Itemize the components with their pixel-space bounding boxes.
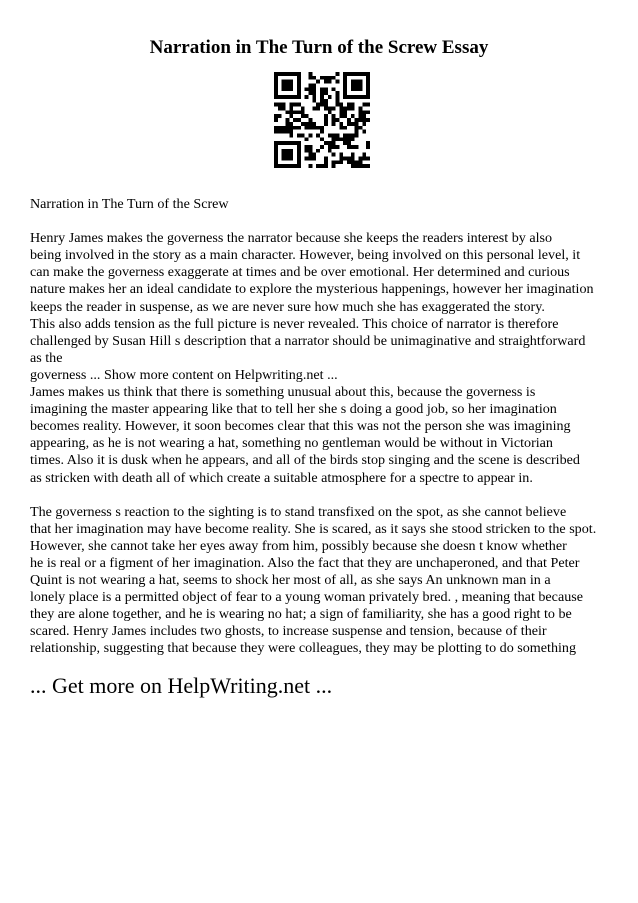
text-line: However, she cannot take her eyes away from him, possibly because she doesn t know whether xyxy=(30,537,567,554)
text-line: lonely place is a permitted object of fear to a young woman privately bred. , meaning that because xyxy=(30,589,583,606)
text-line: as stricken with death all of which create a suitable atmosphere for a spectre to appear in. xyxy=(30,469,533,486)
text-line: imagining the master appearing like that to tell her she s doing a good job, so her imagination xyxy=(30,401,557,418)
essay-subtitle: Narration in The Turn of the Screw xyxy=(30,196,229,212)
text-line: The governess s reaction to the sighting is to stand transfixed on the spot, as she cannot believe xyxy=(30,503,567,520)
text-line: challenged by Susan Hill s description that a narrator should be unimaginative and straightforward xyxy=(30,332,586,349)
essay-body xyxy=(30,196,634,658)
text-line: can make the governess exaggerate at times and be over emotional. Her determined and curious xyxy=(30,264,570,281)
text-line: times. Also it is dusk when he appears, and all of the birds stop singing and the scene is described xyxy=(30,452,580,469)
get-more-link[interactable]: ... Get more on HelpWriting.net ... xyxy=(30,673,333,698)
qr-code-icon xyxy=(274,72,370,168)
text-line: This also adds tension as the full picture is never revealed. This choice of narrator is therefore xyxy=(30,315,559,332)
text-line: relationship, suggesting that because they were colleagues, they may be plotting to do something xyxy=(30,640,577,657)
show-more-link[interactable]: governess ... Show more content on Helpwriting.net ... xyxy=(30,366,338,383)
text-line: scared. Henry James includes two ghosts, to increase suspense and tension, because of their xyxy=(30,623,547,640)
text-line: Quint is not wearing a hat, seems to shock her most of all, as she says An unknown man in a xyxy=(30,572,551,589)
text-line: becomes reality. However, it soon becomes clear that this was not the person she was imagining xyxy=(30,418,571,435)
text-line: that her imagination may have become reality. She is scared, as it says she stood stricken to the spot. xyxy=(30,520,597,537)
text-line: as the xyxy=(30,349,63,366)
text-line: they are alone together, and he is wearing no hat; a sign of familiarity, she has a good right to be xyxy=(30,606,572,623)
page-title: Narration in The Turn of the Screw Essay xyxy=(149,37,489,58)
text-line: nature makes her an ideal candidate to explore the mysterious happenings, however her imagination xyxy=(30,281,594,298)
text-line: being involved in the story as a main character. However, being involved on this personal level, it xyxy=(30,247,581,264)
paragraph-1 xyxy=(30,230,634,486)
text-line: Henry James makes the governess the narrator because she keeps the readers interest by also xyxy=(30,230,553,247)
text-line: James makes us think that there is something unusual about this, because the governess is xyxy=(30,384,536,401)
paragraph-2 xyxy=(30,504,634,658)
text-line: he is real or a figment of her imagination. Also the fact that they are unchaperoned, and that Peter xyxy=(30,554,580,571)
text-line: appearing, as he is not wearing a hat, something no gentleman would be without in Victorian xyxy=(30,435,553,452)
text-line: keeps the reader in suspense, as we are never sure how much she has exaggerated the story. xyxy=(30,298,545,315)
